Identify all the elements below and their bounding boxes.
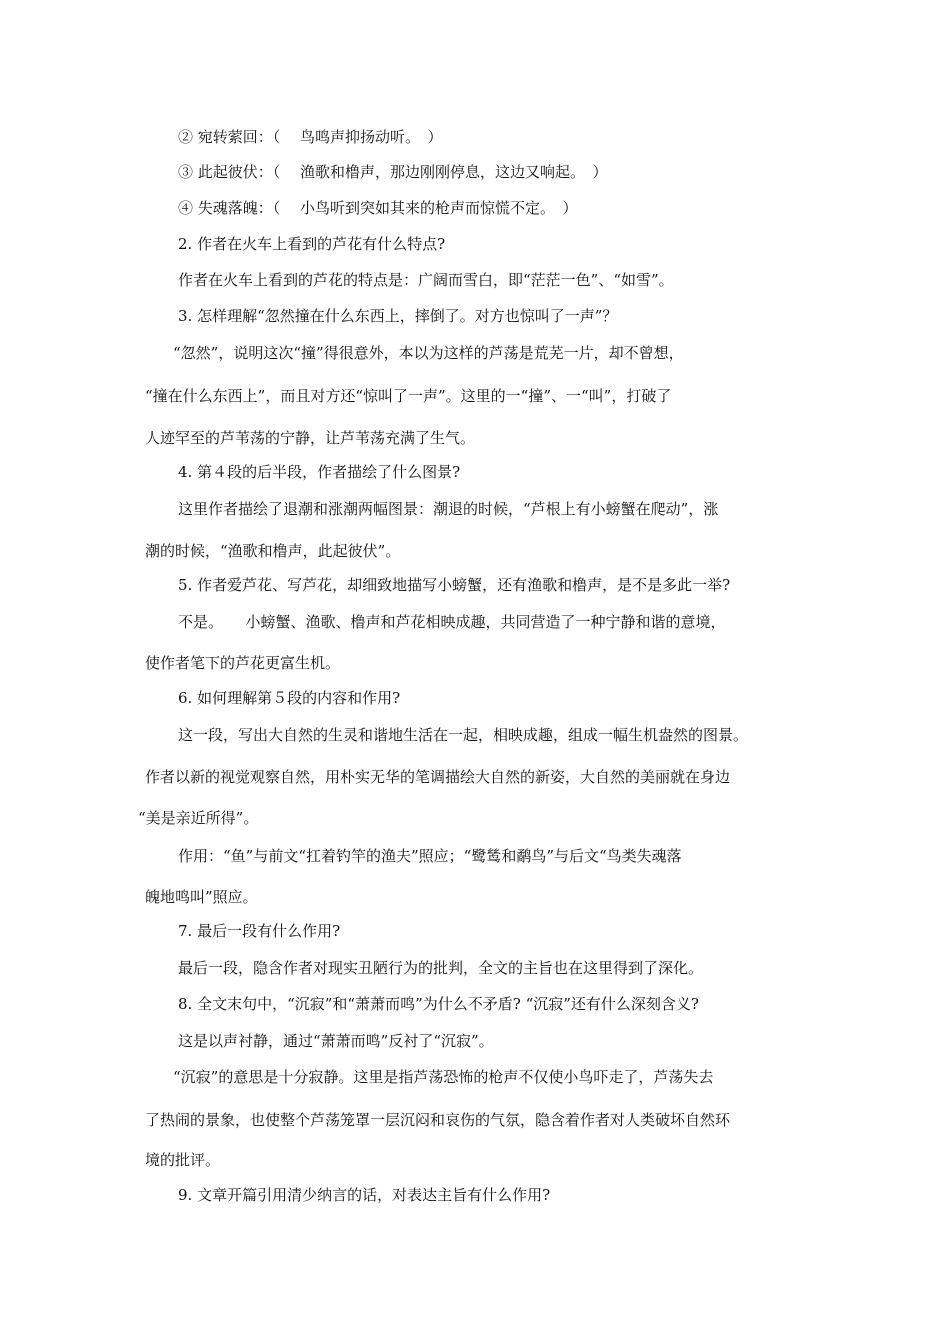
vocab-item: ④ 失魂落魄：（ 小鸟听到突如其来的枪声而惊慌不定。 ） [178, 199, 578, 217]
answer-6-line: 这一段，写出大自然的生灵和谐地生活在一起，相映成趣，组成一幅生机盎然的图景。 [178, 726, 749, 744]
answer-2: 作者在火车上看到的芦花的特点是：广阔而雪白，即“茫茫一色”、“如雪”。 [178, 271, 674, 289]
answer-3-line: “撞在什么东西上”，而且对方还“惊叫了一声”。这里的一“撞”、一“叫”，打破了 [145, 387, 672, 405]
question-8: 8. 全文末句中，“沉寂”和“萧萧而鸣”为什么不矛盾? “沉寂”还有什么深刻含义? [178, 995, 699, 1013]
answer-3-line: “忽然”，说明这次“撞”得很意外，本以为这样的芦荡是荒芜一片，却不曾想， [173, 344, 684, 362]
answer-5-line: 使作者笔下的芦花更富生机。 [145, 654, 341, 672]
answer-4-line: 这里作者描绘了退潮和涨潮两幅图景：潮退的时候，“芦根上有小螃蟹在爬动”，涨 [178, 500, 719, 518]
vocab-item: ② 宛转萦回：（ 鸟鸣声抑扬动听。 ） [178, 128, 443, 146]
answer-4-line: 潮的时候，“渔歌和橹声，此起彼伏”。 [145, 542, 401, 560]
answer-5-line: 不是。 小螃蟹、渔歌、橹声和芦花相映成趣，共同营造了一种宁静和谐的意境， [178, 613, 726, 631]
answer-8-line: 了热闹的景象，也使整个芦荡笼罩一层沉闷和哀伤的气氛，隐含着作者对人类破坏自然环 [145, 1111, 731, 1129]
vocab-item: ③ 此起彼伏：（ 渔歌和橹声，那边刚刚停息，这边又响起。 ） [178, 163, 608, 181]
answer-8-line: 境的批评。 [145, 1151, 221, 1169]
answer-8-line: “沉寂”的意思是十分寂静。这里是指芦荡恐怖的枪声不仅使小鸟吓走了，芦荡失去 [173, 1068, 714, 1086]
answer-8-line: 这是以声衬静，通过“萧萧而鸣”反衬了“沉寂”。 [178, 1032, 494, 1050]
question-4: 4. 第４段的后半段，作者描绘了什么图景? [178, 463, 461, 481]
effect-6-line: 魄地鸣叫”照应。 [145, 888, 258, 906]
effect-6-line: 作用：“鱼”与前文“扛着钓竿的渔夫”照应；“鹭鸶和鹬鸟”与后文“鸟类失魂落 [178, 847, 682, 865]
question-2: 2. 作者在火车上看到的芦花有什么特点? [178, 235, 446, 253]
question-7: 7. 最后一段有什么作用? [178, 922, 341, 940]
answer-6-line: 作者以新的视觉观察自然，用朴实无华的笔调描绘大自然的新姿，大自然的美丽就在身边 [145, 768, 731, 786]
question-6: 6. 如何理解第５段的内容和作用? [178, 689, 401, 707]
answer-6-line: “美是亲近所得”。 [138, 809, 259, 827]
question-5: 5. 作者爱芦花、写芦花，却细致地描写小螃蟹，还有渔歌和橹声，是不是多此一举? [178, 576, 731, 594]
answer-3-line: 人迹罕至的芦苇荡的宁静，让芦苇荡充满了生气。 [145, 429, 476, 447]
answer-7: 最后一段，隐含作者对现实丑陋行为的批判，全文的主旨也在这里得到了深化。 [178, 959, 704, 977]
question-9: 9. 文章开篇引用清少纳言的话，对表达主旨有什么作用? [178, 1186, 551, 1204]
question-3: 3. 怎样理解“忽然撞在什么东西上，摔倒了。对方也惊叫了一声”？ [178, 307, 618, 325]
